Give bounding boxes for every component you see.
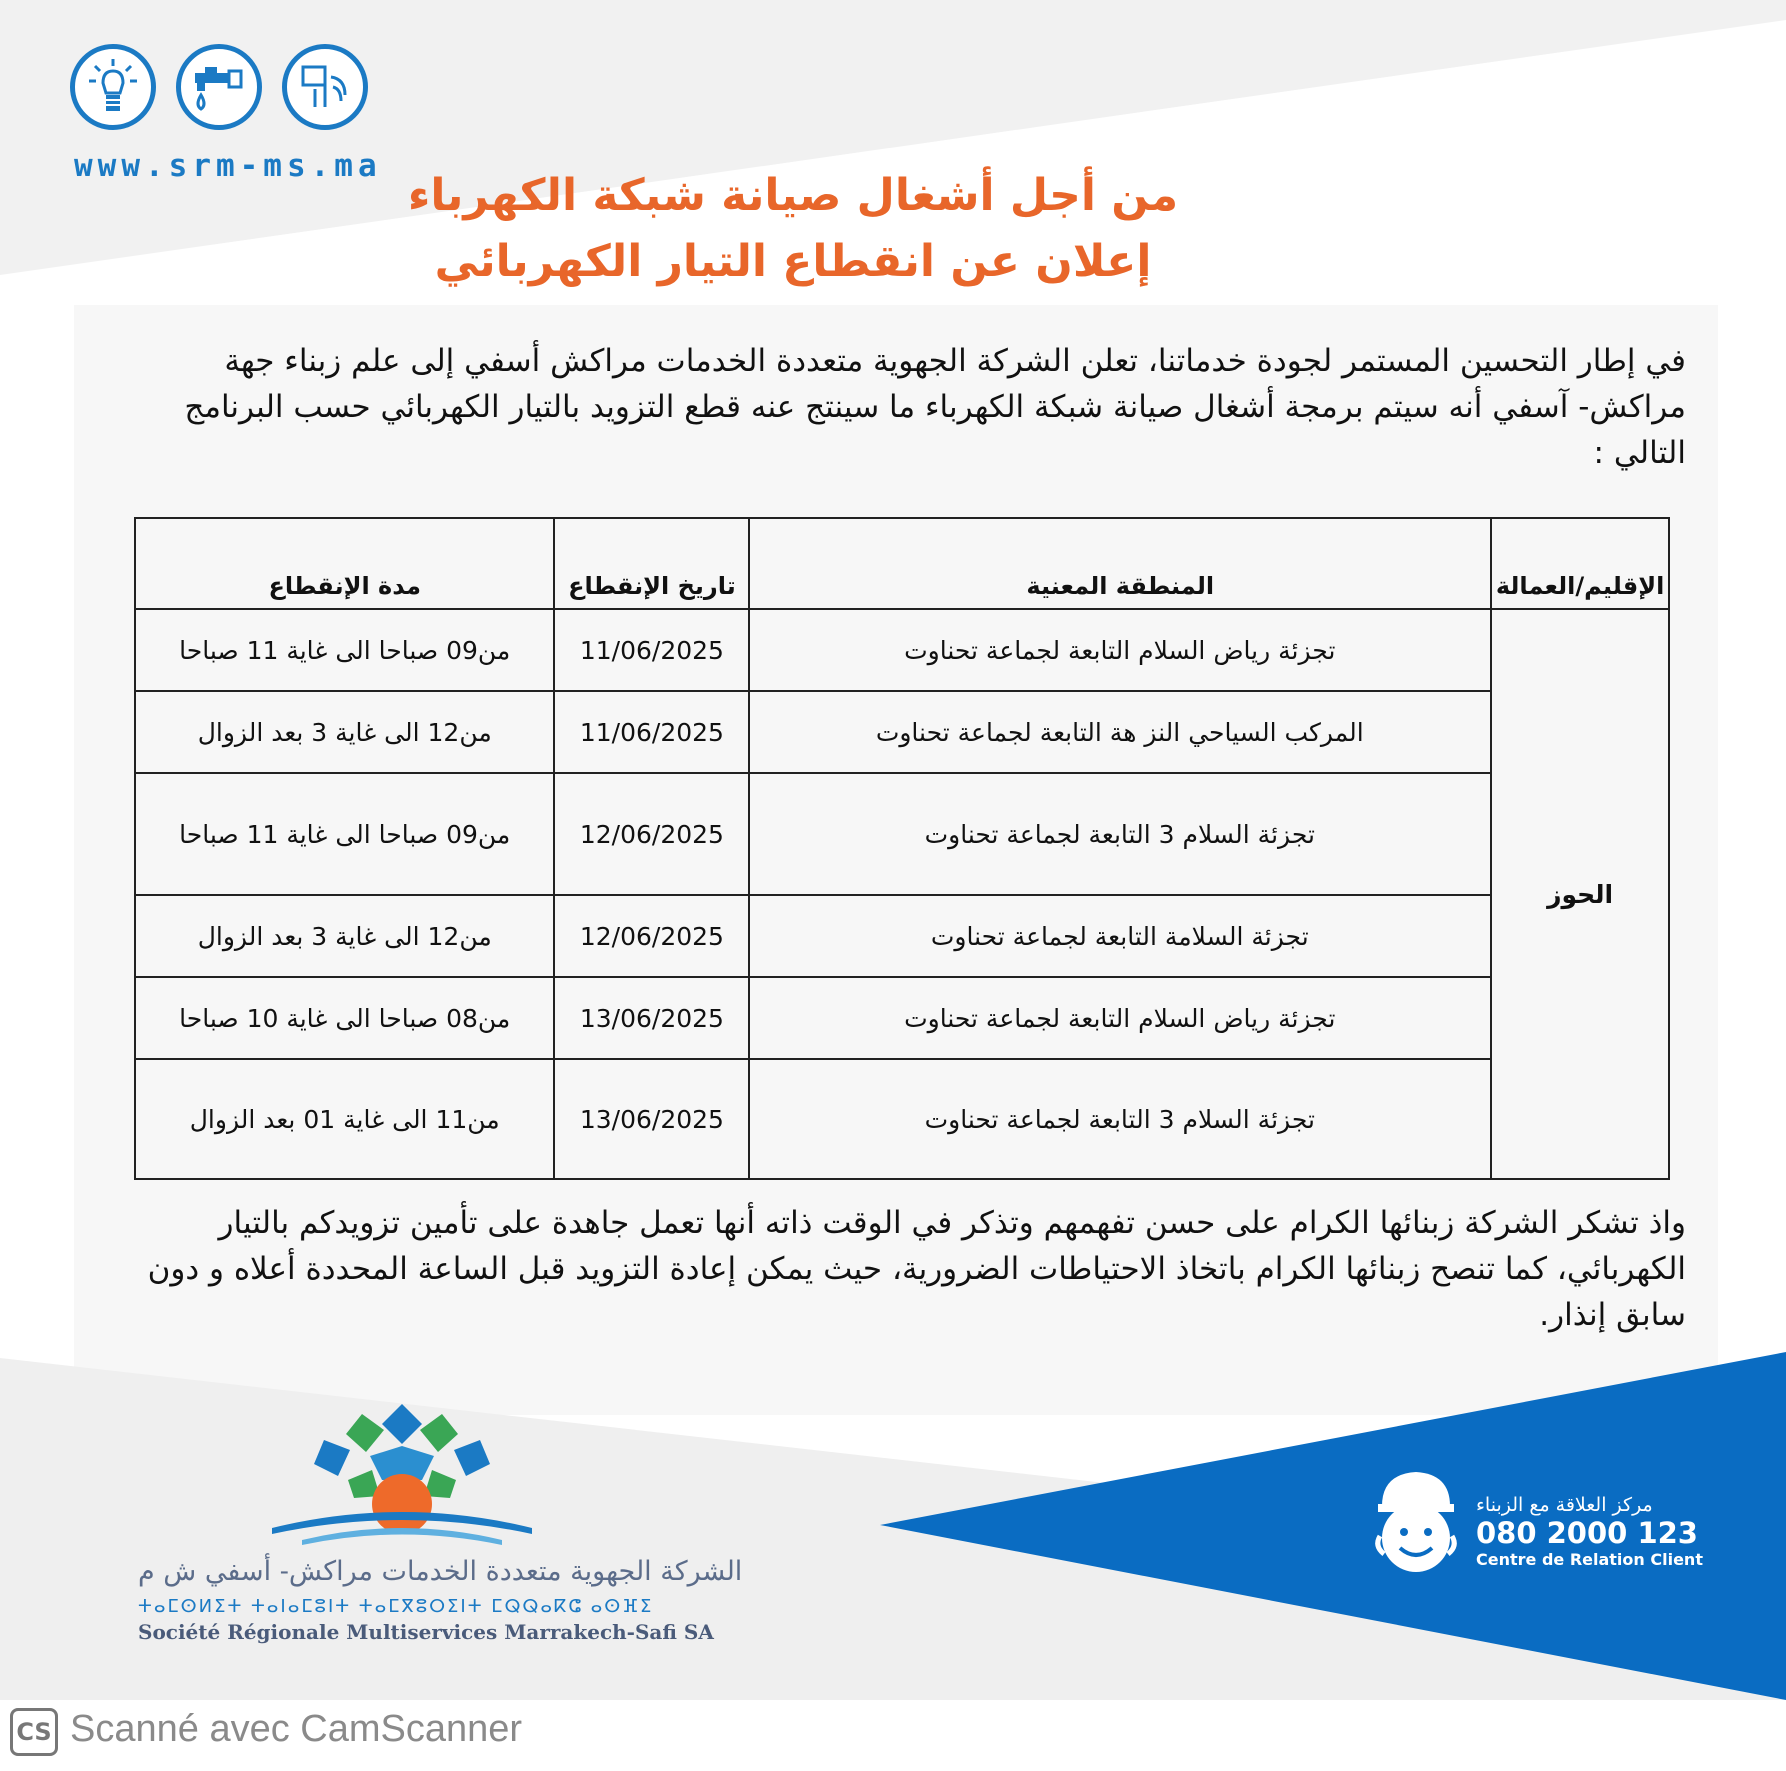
table-row (135, 691, 1669, 773)
announcement-title-line2: إعلان عن انقطاع التيار الكهربائي (434, 236, 1152, 287)
duration-cell: من12 الى غاية 3 بعد الزوال (135, 895, 554, 977)
table-row (135, 609, 1669, 691)
date-cell: 11/06/2025 (554, 609, 749, 691)
water-tap-icon (176, 44, 262, 130)
table-row (135, 773, 1669, 895)
service-icons (70, 44, 368, 130)
sanitation-icon (282, 44, 368, 130)
table-row (135, 1059, 1669, 1179)
region-cell: الحوز (1491, 609, 1669, 1179)
date-cell: 12/06/2025 (554, 895, 749, 977)
duration-cell: من11 الى غاية 01 بعد الزوال (135, 1059, 554, 1179)
website-url: www.srm-ms.ma (74, 148, 382, 184)
duration-cell: من09 صباحا الى غاية 11 صباحا (135, 773, 554, 895)
table-row (135, 895, 1669, 977)
date-cell: 11/06/2025 (554, 691, 749, 773)
lightbulb-icon (70, 44, 156, 130)
zone-cell: تجزئة السلام 3 التابعة لجماعة تحناوت (749, 773, 1491, 895)
table-row (135, 977, 1669, 1059)
zone-cell: المركب السياحي النز هة التابعة لجماعة تحناوت (749, 691, 1491, 773)
table-header-row (135, 518, 1669, 609)
column-header-duration: مدة الإنقطاع (135, 518, 554, 609)
column-header-region: الإقليم/العمالة (1491, 518, 1669, 609)
zone-cell: تجزئة السلامة التابعة لجماعة تحناوت (749, 895, 1491, 977)
crc-phone-number: 080 2000 123 (1476, 1516, 1698, 1550)
duration-cell: من08 صباحا الى غاية 10 صباحا (135, 977, 554, 1059)
company-name-french: Société Régionale Multiservices Marrakech-Safi SA (138, 1620, 714, 1644)
announcement-title-line1: من أجل أشغال صيانة شبكة الكهرباء (407, 170, 1179, 221)
zone-cell: تجزئة رياض السلام التابعة لجماعة تحناوت (749, 609, 1491, 691)
customer-service-mascot-icon (1368, 1466, 1464, 1578)
column-header-zone: المنطقة المعنية (749, 518, 1491, 609)
zone-cell: تجزئة رياض السلام التابعة لجماعة تحناوت (749, 977, 1491, 1059)
date-cell: 13/06/2025 (554, 977, 749, 1059)
zone-cell: تجزئة السلام 3 التابعة لجماعة تحناوت (749, 1059, 1491, 1179)
closing-paragraph: واذ تشكر الشركة زبنائها الكرام على حسن تفهمهم وتذكر في الوقت ذاته أنها تعمل جاهدة على تأمين تزويدكم بالتيار الكهربائي، كما تنصح زبنائها الكرام باتخاذ الاحتياطات الضرورية، حيث يمكن إعادة التزويد قبل الساعة المحددة أعلاه و دون سابق إنذار. (147, 1205, 1686, 1333)
outage-schedule-table (134, 517, 1670, 1180)
company-name-tifinagh: ⵜⴰⵎⵙⵍⵉⵜ ⵜⴰⵏⴰⵎⵓⵏⵜ ⵜⴰⵎⴳⵓⵔⵉⵏⵜ ⵎⵕⵕⴰⴽⵛ ⴰⵙⴼⵉ (138, 1596, 654, 1617)
camscanner-badge-icon: CS (10, 1708, 58, 1756)
crc-label-french: Centre de Relation Client (1476, 1550, 1703, 1569)
intro-paragraph: في إطار التحسين المستمر لجودة خدماتنا، تعلن الشركة الجهوية متعددة الخدمات مراكش أسفي إلى علم زبناء جهة مراكش- آسفي أنه سيتم برمجة أشغال صيانة شبكة الكهرباء ما سينتج عنه قطع التزويد بالتيار الكهربائي حسب البرنامج التالي : (184, 343, 1686, 471)
column-header-date: تاريخ الإنقطاع (554, 518, 749, 609)
camscanner-watermark: Scanné avec CamScanner (70, 1708, 523, 1750)
company-name-arabic: الشركة الجهوية متعددة الخدمات مراكش- أسفي ش م (138, 1556, 743, 1587)
company-logo (262, 1400, 542, 1550)
duration-cell: من09 صباحا الى غاية 11 صباحا (135, 609, 554, 691)
duration-cell: من12 الى غاية 3 بعد الزوال (135, 691, 554, 773)
crc-label-arabic: مركز العلاقة مع الزبناء (1476, 1494, 1653, 1516)
date-cell: 12/06/2025 (554, 773, 749, 895)
date-cell: 13/06/2025 (554, 1059, 749, 1179)
